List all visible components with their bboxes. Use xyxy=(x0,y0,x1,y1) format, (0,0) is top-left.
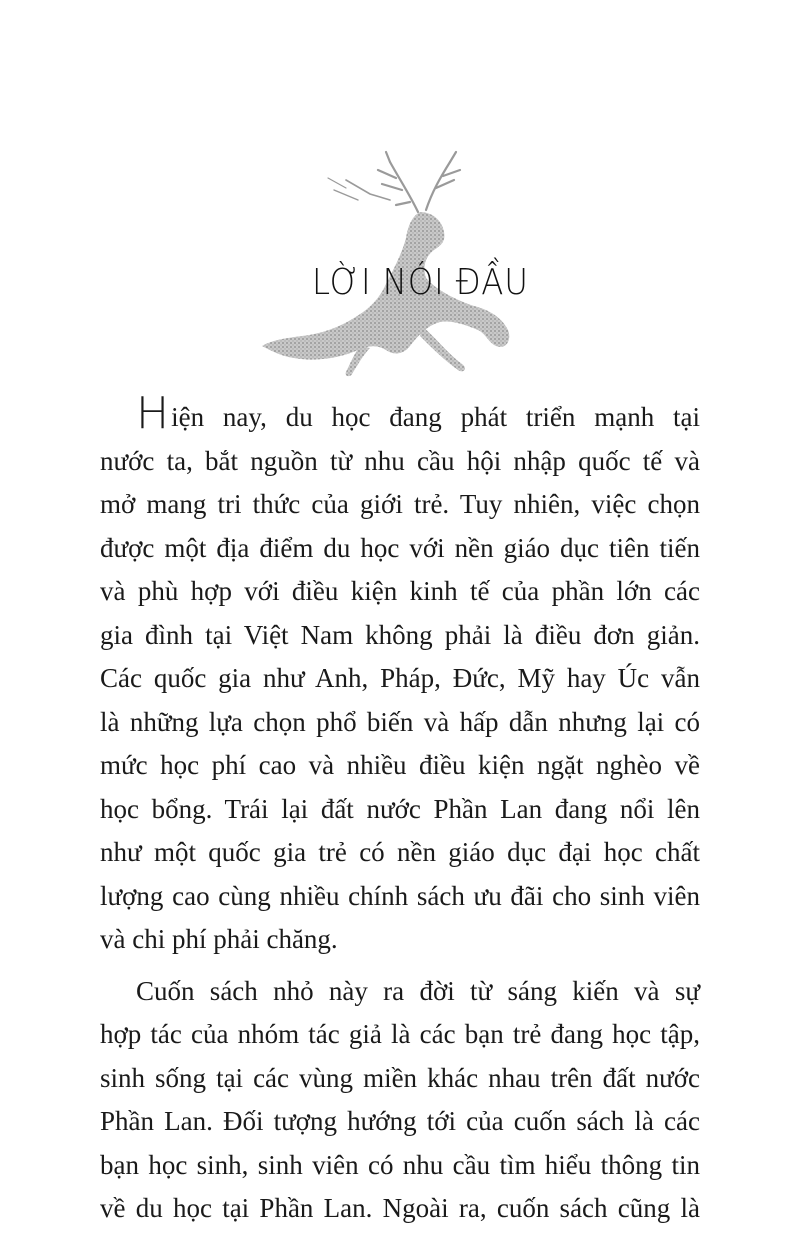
paragraph-2 xyxy=(100,970,700,1231)
text-line: là những lựa chọn phổ biến và hấp dẫn nhưng lại có xyxy=(100,706,700,737)
text-line: Phần Lan. Đối tượng hướng tới của cuốn sách là các xyxy=(100,1106,700,1136)
paragraph-1 xyxy=(100,388,700,962)
text-line: Cuốn sách nhỏ này ra đời từ sáng kiến và sự xyxy=(136,975,700,1006)
text-line: và phù hợp với điều kiện kinh tế của phần lớn các xyxy=(100,576,700,606)
text-line: như một quốc gia trẻ có nền giáo dục đại học chất xyxy=(100,837,700,867)
text-line: được một địa điểm du học với nền giáo dục tiên tiến xyxy=(100,532,700,563)
text-line: gia đình tại Việt Nam không phải là điều đơn giản. xyxy=(100,619,700,650)
text-line: nước ta, bắt nguồn từ nhu cầu hội nhập quốc tế và xyxy=(100,445,700,476)
chapter-header xyxy=(250,150,529,380)
text-line: và chi phí phải chăng. xyxy=(100,924,338,954)
body-text xyxy=(100,388,700,1231)
text-line: hợp tác của nhóm tác giả là các bạn trẻ đang học tập, xyxy=(100,1019,700,1049)
text-line: bạn học sinh, sinh viên có nhu cầu tìm hiểu thông tin xyxy=(100,1149,700,1180)
text-line: mở mang tri thức của giới trẻ. Tuy nhiên, việc chọn xyxy=(100,489,700,519)
text-line: mức học phí cao và nhiều điều kiện ngặt nghèo về xyxy=(100,750,700,780)
text-line: sinh sống tại các vùng miền khác nhau trên đất nước xyxy=(100,1062,700,1093)
text-line: Các quốc gia như Anh, Pháp, Đức, Mỹ hay Úc vẫn xyxy=(100,663,700,693)
text-line: học bổng. Trái lại đất nước Phần Lan đang nổi lên xyxy=(100,793,700,824)
page-title: LỜI NÓI ĐẦU xyxy=(312,262,529,303)
drop-cap: H xyxy=(136,388,170,439)
text-line: lượng cao cùng nhiều chính sách ưu đãi cho sinh viên xyxy=(100,880,700,911)
text-line: Hiện nay, du học đang phát triển mạnh tại xyxy=(136,388,700,439)
text-line: về du học tại Phần Lan. Ngoài ra, cuốn sách cũng là xyxy=(100,1193,700,1223)
